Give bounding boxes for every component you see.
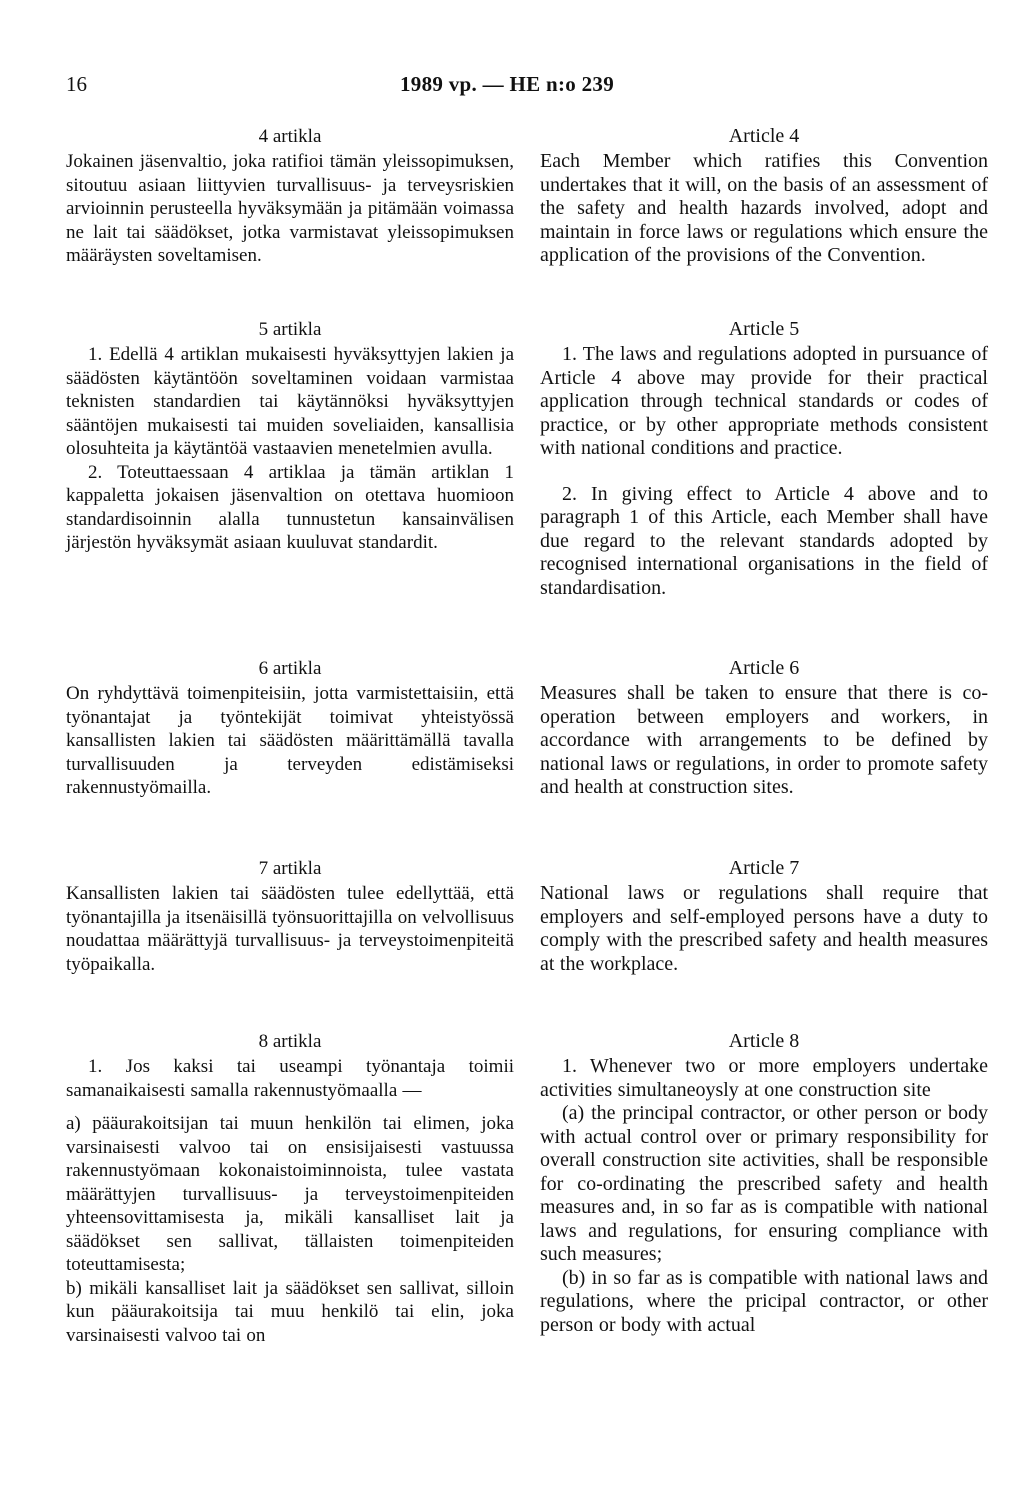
article-paragraph: a) pääurakoitsijan tai muun henkilön tai elimen, joka varsinaisesti valvoo tai on ensisijaisesti vastuussa rakennustyömaan kokonaistoiminnoista, tulee vastata määrättyjen turvallisuus- ja terveystoimenpiteiden yhteensovittamisesta ja, mikäli kansalliset lait ja säädökset sen sallivat, tällaisten toimenpiteiden toteuttamisesta; bbox=[66, 1113, 514, 1275]
article-heading: Article 6 bbox=[728, 657, 800, 679]
article-paragraph: (b) in so far as is compatible with national laws and regulations, where the pricipal contractor, or other person or body with actual bbox=[540, 1266, 988, 1336]
article-heading: 8 artikla bbox=[258, 1031, 322, 1052]
english-article-8 bbox=[540, 1030, 988, 1337]
article-text: Measures shall be taken to ensure that there is co-operation between employers and workers, in accordance with arrangements to be defined by national laws or regulations, in order to promote safety and health at construction sites. bbox=[540, 682, 988, 798]
article-heading: Article 7 bbox=[728, 857, 800, 879]
article-heading: 5 artikla bbox=[258, 319, 322, 340]
article-paragraph: 2. Toteuttaessaan 4 artiklaa ja tämän artiklan 1 kappaletta jokaisen jäsenvaltion on otettava huomioon standardisoinnin alalla tunnustetun kansainvälisen järjestön hyväksymät asiaan kuuluvat standardit. bbox=[66, 461, 514, 553]
english-article-6 bbox=[540, 657, 988, 800]
english-article-4 bbox=[540, 125, 988, 268]
page-number: 16 bbox=[66, 72, 87, 96]
article-text: Jokainen jäsenvaltio, joka ratifioi tämän yleissopimuksen, sitoutuu asiaan liittyvien turvallisuus- ja terveysriskien arvioinnin perusteella hyväksymään ja pitämään voimassa ne lait tai säädökset, jotka varmistavat yleissopimuksen määräysten soveltamisen. bbox=[66, 151, 514, 266]
running-head: 1989 vp. — HE n:o 239 bbox=[400, 72, 614, 96]
article-text: Each Member which ratifies this Convention undertakes that it will, on the basis of an assessment of the safety and health hazards involved, adopt and maintain in force laws or regulations which ensure the application of the provisions of the Convention. bbox=[540, 150, 988, 266]
article-paragraph: 1. Edellä 4 artiklan mukaisesti hyväksyttyjen lakien ja säädösten käytäntöön soveltaminen voidaan varmistaa teknisten standardien tai käytännöksi hyväksyttyjen sääntöjen mukaisesti tai muiden soveliaiden, kansallisia olosuhteita ja käytäntöä vastaavien menetelmien avulla. bbox=[66, 344, 514, 459]
finnish-article-7 bbox=[66, 857, 514, 976]
article-heading: 7 artikla bbox=[258, 858, 322, 879]
article-heading: Article 4 bbox=[728, 125, 800, 147]
finnish-article-5 bbox=[66, 318, 514, 555]
article-paragraph: 1. Whenever two or more employers undertake activities simultaneoysly at one construction site bbox=[540, 1055, 988, 1101]
english-article-7 bbox=[540, 857, 988, 976]
article-text: On ryhdyttävä toimenpiteisiin, jotta varmistettaisiin, että työnantajat ja työntekijät toimivat yhteistyössä kansallisten lakien tai säädösten määrittämällä tavalla turvallisuuden ja terveyden edistämiseksi rakennustyömailla. bbox=[66, 683, 514, 798]
english-article-5 bbox=[540, 318, 988, 600]
article-paragraph: 1. The laws and regulations adopted in pursuance of Article 4 above may provide for their practical application through technical standards or codes of practice, or by other appropriate methods consistent with national conditions and practice. bbox=[540, 343, 988, 459]
finnish-article-8 bbox=[66, 1030, 514, 1347]
article-heading: 6 artikla bbox=[258, 658, 322, 679]
article-paragraph: b) mikäli kansalliset lait ja säädökset sen sallivat, silloin kun pääurakoitsija tai muu henkilö tai elin, joka varsinaisesti valvoo tai on bbox=[66, 1277, 514, 1346]
article-heading: Article 8 bbox=[728, 1030, 800, 1052]
finnish-article-4 bbox=[66, 125, 514, 268]
article-heading: 4 artikla bbox=[258, 126, 322, 147]
article-text: Kansallisten lakien tai säädösten tulee edellyttää, että työnantajilla ja itsenäisillä työnsuorittajilla on velvollisuus noudattaa määrättyjä turvallisuus- ja terveystoimenpiteitä työpaikalla. bbox=[66, 883, 514, 975]
article-paragraph: 1. Jos kaksi tai useampi työnantaja toimii samanaikaisesti samalla rakennustyömaalla — bbox=[66, 1056, 514, 1101]
finnish-article-6 bbox=[66, 657, 514, 800]
article-paragraph: (a) the principal contractor, or other person or body with actual control over or primary responsibility for overall construction site activities, shall be responsible for co-ordinating the prescribed safety and health measures and, in so far as is compatible with national laws and regulations, for ensuring compliance with such measures; bbox=[540, 1102, 988, 1265]
article-paragraph: 2. In giving effect to Article 4 above and to paragraph 1 of this Article, each Member shall have due regard to the relevant standards adopted by recognised international organisations in the field of standardisation. bbox=[540, 482, 988, 599]
article-heading: Article 5 bbox=[728, 318, 800, 340]
article-text: National laws or regulations shall require that employers and self-employed persons have a duty to comply with the prescribed safety and health measures at the workplace. bbox=[540, 882, 988, 975]
